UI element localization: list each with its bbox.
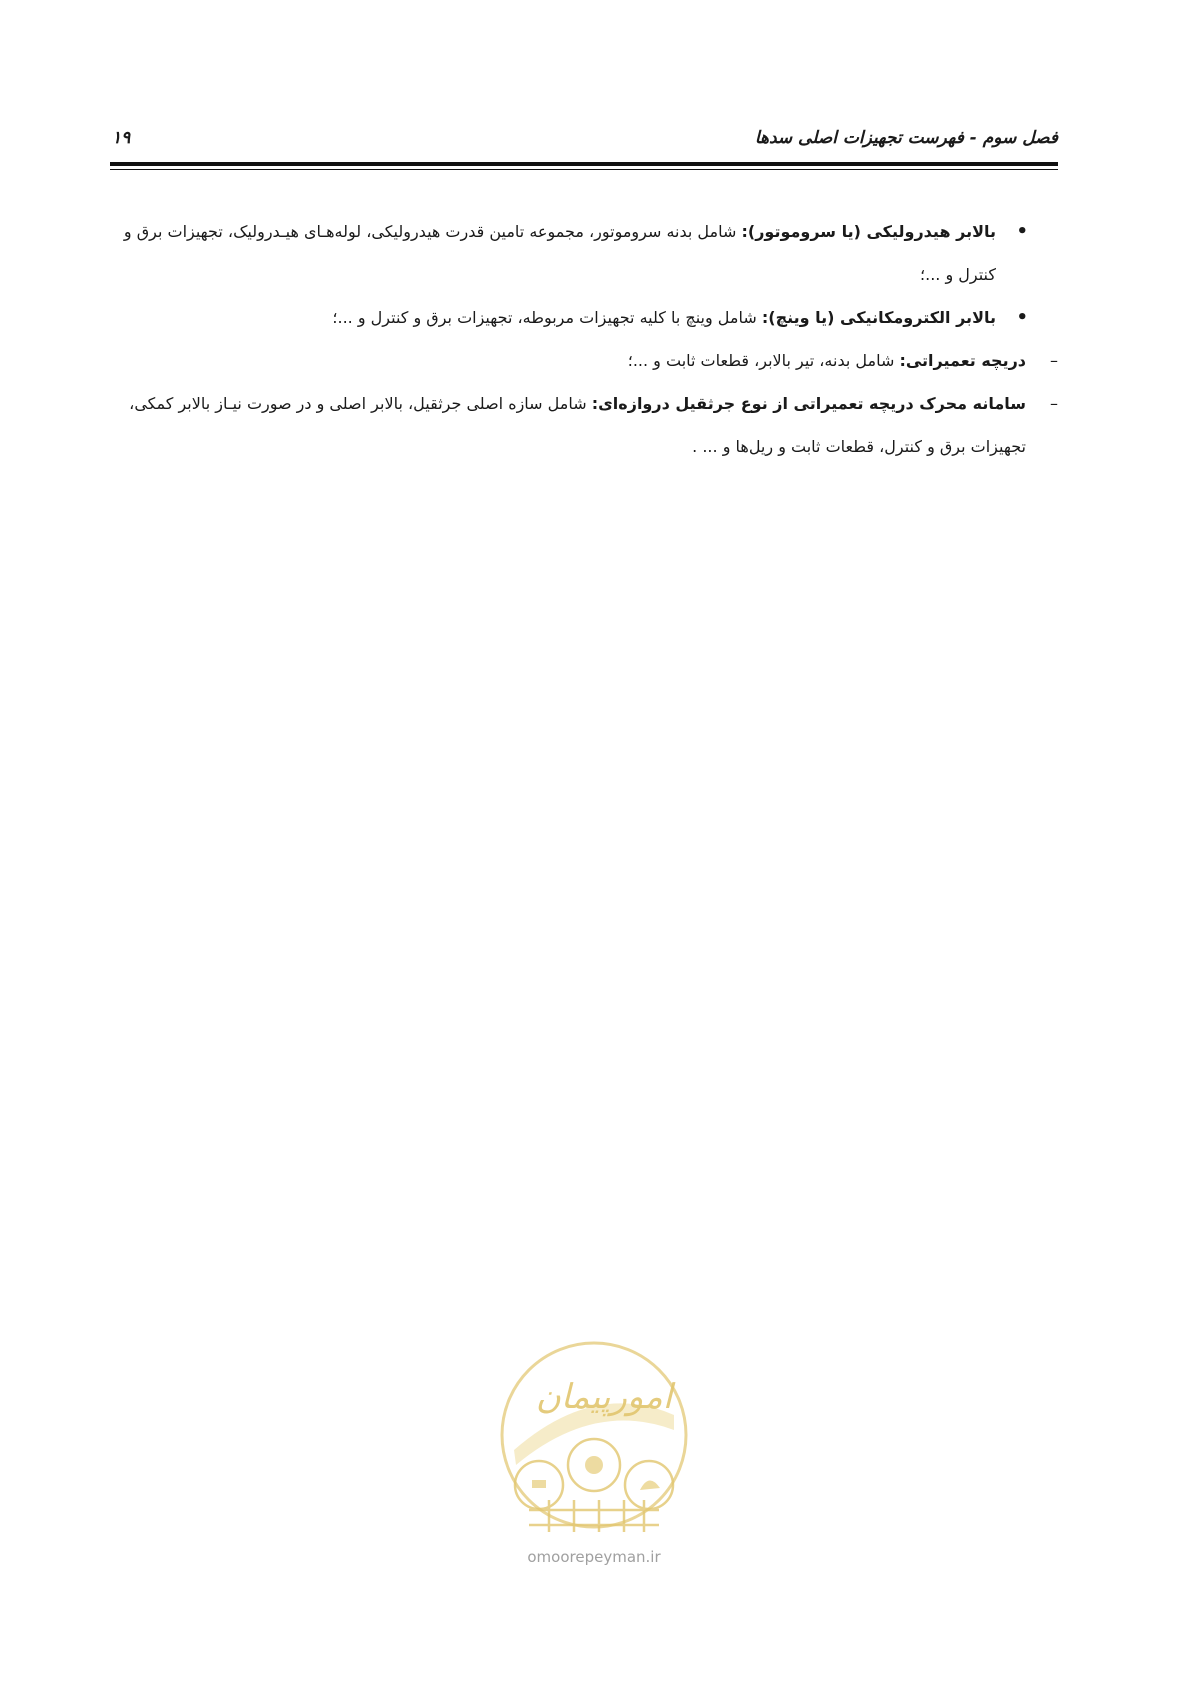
header-rule-thick	[110, 162, 1058, 166]
watermark-caption: omoorepeyman.ir	[527, 1548, 661, 1566]
header-rule-thin	[110, 169, 1058, 170]
item-term: بالابر هیدرولیکی (یا سروموتور):	[741, 222, 996, 241]
bullet-marker: •	[1016, 307, 1028, 328]
list-item-electromechanical-hoist	[110, 296, 1028, 339]
dash-marker: –	[1050, 351, 1058, 370]
dash-marker: –	[1050, 394, 1058, 413]
watermark-logo-icon	[494, 1320, 694, 1550]
list-item-gantry-crane	[110, 382, 1058, 468]
item-term: سامانه محرک دریچه تعمیراتی از نوع جرثقیل دروازه‌ای:	[591, 394, 1026, 413]
bullet-marker: •	[1016, 221, 1028, 242]
item-description: شامل وینچ با کلیه تجهیزات مربوطه، تجهیزات برق و کنترل و ...؛	[332, 308, 762, 327]
page-number: ۱۹	[112, 128, 131, 148]
watermark-logo-text: امورپیمان	[535, 1377, 673, 1417]
list-item-maintenance-gate	[110, 339, 1058, 382]
watermark-logo	[494, 1320, 694, 1570]
chapter-title: فصل سوم - فهرست تجهیزات اصلی سدها	[754, 128, 1058, 148]
item-description: شامل سازه اصلی جرثقیل، بالابر اصلی و در صورت نیـاز بالابر کمکی، تجهیزات برق و کنترل، قطعات ثابت و ریل‌ها و ... .	[129, 394, 1026, 456]
item-term: بالابر الکترومکانیکی (یا وینچ):	[761, 308, 996, 327]
item-term: دریچه تعمیراتی:	[899, 351, 1026, 370]
item-description: شامل بدنه، تیر بالابر، قطعات ثابت و ...؛	[627, 351, 900, 370]
list-item-hydraulic-hoist	[110, 210, 1028, 296]
document-body	[110, 210, 1058, 468]
page-header	[110, 128, 1058, 154]
item-description: شامل بدنه سروموتور، مجموعه تامین قدرت هیدرولیکی، لوله‌هـای هیـدرولیک، تجهیزات برق و کنترل و ...؛	[123, 222, 996, 284]
